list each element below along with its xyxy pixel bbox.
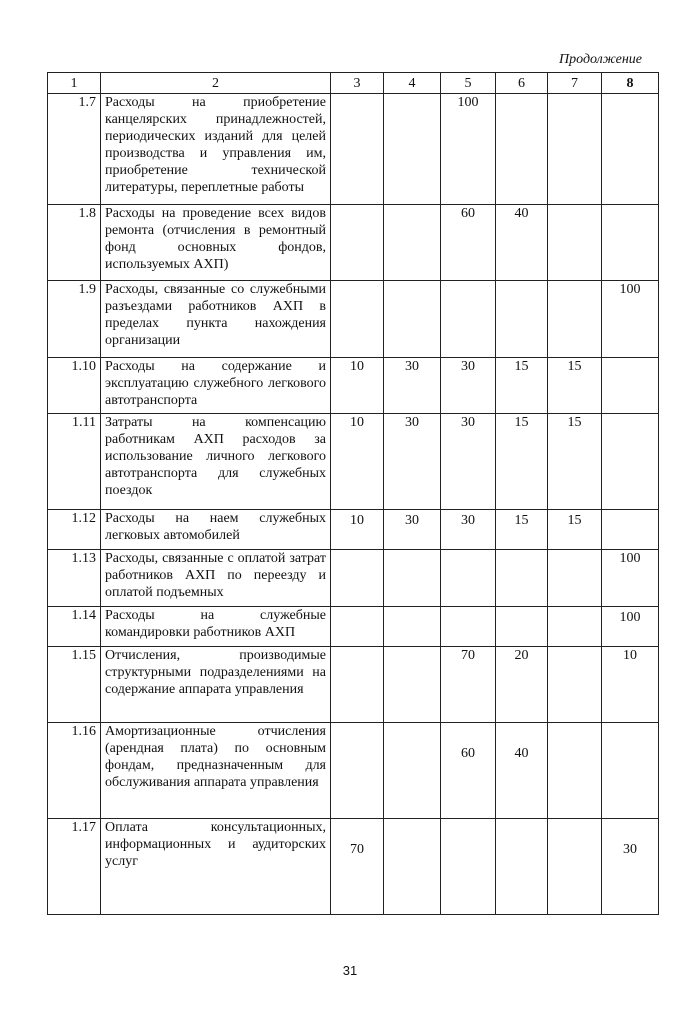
cell-col4: 30	[384, 510, 441, 550]
cell-col4	[384, 94, 441, 205]
row-description: Амортизационные отчисления (арендная плата) по основным фондам, предназначенным для обслуживания аппарата управления	[101, 723, 331, 819]
row-number: 1.15	[48, 647, 101, 723]
row-description: Расходы на содержание и эксплуатацию служебного легкового автотранспорта	[101, 358, 331, 414]
cell-col3: 10	[331, 414, 384, 510]
cell-col3	[331, 550, 384, 607]
table-row	[48, 550, 659, 607]
cell-col6: 40	[496, 723, 548, 819]
cell-col7	[548, 723, 602, 819]
cell-col3: 10	[331, 358, 384, 414]
cell-col8: 30	[602, 819, 659, 915]
cell-col7	[548, 281, 602, 358]
column-header: 7	[548, 73, 602, 94]
row-description: Затраты на компенсацию работникам АХП расходов за использование личного легкового автотранспорта для служебных поездок	[101, 414, 331, 510]
cell-col6: 20	[496, 647, 548, 723]
cell-col3	[331, 281, 384, 358]
cell-col8	[602, 510, 659, 550]
cell-col3	[331, 723, 384, 819]
cell-col6	[496, 94, 548, 205]
cell-col4	[384, 607, 441, 647]
cell-col4	[384, 281, 441, 358]
cell-col4: 30	[384, 358, 441, 414]
cell-col3	[331, 647, 384, 723]
row-number: 1.16	[48, 723, 101, 819]
cell-col5	[441, 281, 496, 358]
row-description: Расходы, связанные со служебными разъездами работников АХП в пределах пункта нахождения организации	[101, 281, 331, 358]
table-row	[48, 819, 659, 915]
cell-col8	[602, 723, 659, 819]
cell-col5: 30	[441, 414, 496, 510]
row-description: Оплата консультационных, информационных и аудиторских услуг	[101, 819, 331, 915]
cell-col7	[548, 607, 602, 647]
cell-col7: 15	[548, 414, 602, 510]
cell-col7	[548, 94, 602, 205]
row-description: Расходы на наем служебных легковых автомобилей	[101, 510, 331, 550]
table-row	[48, 414, 659, 510]
cell-col5	[441, 819, 496, 915]
page-number: 31	[342, 963, 358, 978]
cell-col6	[496, 281, 548, 358]
table-row	[48, 358, 659, 414]
row-number: 1.12	[48, 510, 101, 550]
row-description: Расходы, связанные с оплатой затрат работников АХП по переезду и оплатой подъемных	[101, 550, 331, 607]
cell-col7	[548, 819, 602, 915]
row-number: 1.8	[48, 205, 101, 281]
continuation-label: Продолжение	[559, 52, 642, 67]
column-header: 5	[441, 73, 496, 94]
cell-col3: 10	[331, 510, 384, 550]
cell-col3	[331, 94, 384, 205]
cell-col4	[384, 205, 441, 281]
row-number: 1.17	[48, 819, 101, 915]
row-number: 1.7	[48, 94, 101, 205]
cell-col7	[548, 647, 602, 723]
cell-col8	[602, 358, 659, 414]
table-row	[48, 607, 659, 647]
column-header: 6	[496, 73, 548, 94]
table-row	[48, 723, 659, 819]
cell-col7: 15	[548, 358, 602, 414]
cell-col8: 10	[602, 647, 659, 723]
row-number: 1.14	[48, 607, 101, 647]
cell-col6	[496, 819, 548, 915]
cell-col6: 40	[496, 205, 548, 281]
table-row	[48, 281, 659, 358]
cell-col5	[441, 550, 496, 607]
cell-col4	[384, 550, 441, 607]
table-row	[48, 94, 659, 205]
cell-col4	[384, 647, 441, 723]
column-header: 8	[602, 73, 659, 94]
cell-col6: 15	[496, 510, 548, 550]
row-description: Отчисления, производимые структурными подразделениями на содержание аппарата управления	[101, 647, 331, 723]
cell-col7	[548, 205, 602, 281]
cell-col3: 70	[331, 819, 384, 915]
cell-col5: 60	[441, 205, 496, 281]
cell-col8: 100	[602, 550, 659, 607]
column-header: 2	[101, 73, 331, 94]
cell-col5: 70	[441, 647, 496, 723]
cell-col6	[496, 550, 548, 607]
allocation-table	[47, 72, 659, 915]
cell-col7: 15	[548, 510, 602, 550]
row-description: Расходы на приобретение канцелярских принадлежностей, периодических изданий для целей производства и управления им, приобретение технической литературы, переплетные работы	[101, 94, 331, 205]
row-description: Расходы на проведение всех видов ремонта (отчисления в ремонтный фонд основных фондов, используемых АХП)	[101, 205, 331, 281]
cell-col8	[602, 205, 659, 281]
cell-col8	[602, 94, 659, 205]
cell-col5	[441, 607, 496, 647]
cell-col8: 100	[602, 281, 659, 358]
cell-col4	[384, 723, 441, 819]
cell-col8	[602, 414, 659, 510]
column-header: 4	[384, 73, 441, 94]
header-row	[48, 73, 659, 94]
column-header: 3	[331, 73, 384, 94]
column-header: 1	[48, 73, 101, 94]
row-number: 1.13	[48, 550, 101, 607]
cell-col5: 30	[441, 510, 496, 550]
cell-col6: 15	[496, 358, 548, 414]
cell-col5: 60	[441, 723, 496, 819]
row-description: Расходы на служебные командировки работников АХП	[101, 607, 331, 647]
cell-col4: 30	[384, 414, 441, 510]
cell-col3	[331, 607, 384, 647]
table-row	[48, 510, 659, 550]
row-number: 1.10	[48, 358, 101, 414]
row-number: 1.11	[48, 414, 101, 510]
table-row	[48, 647, 659, 723]
cell-col7	[548, 550, 602, 607]
row-number: 1.9	[48, 281, 101, 358]
table-row	[48, 205, 659, 281]
cell-col3	[331, 205, 384, 281]
cell-col4	[384, 819, 441, 915]
cell-col5: 100	[441, 94, 496, 205]
cell-col8: 100	[602, 607, 659, 647]
cell-col6	[496, 607, 548, 647]
cell-col6: 15	[496, 414, 548, 510]
cell-col5: 30	[441, 358, 496, 414]
